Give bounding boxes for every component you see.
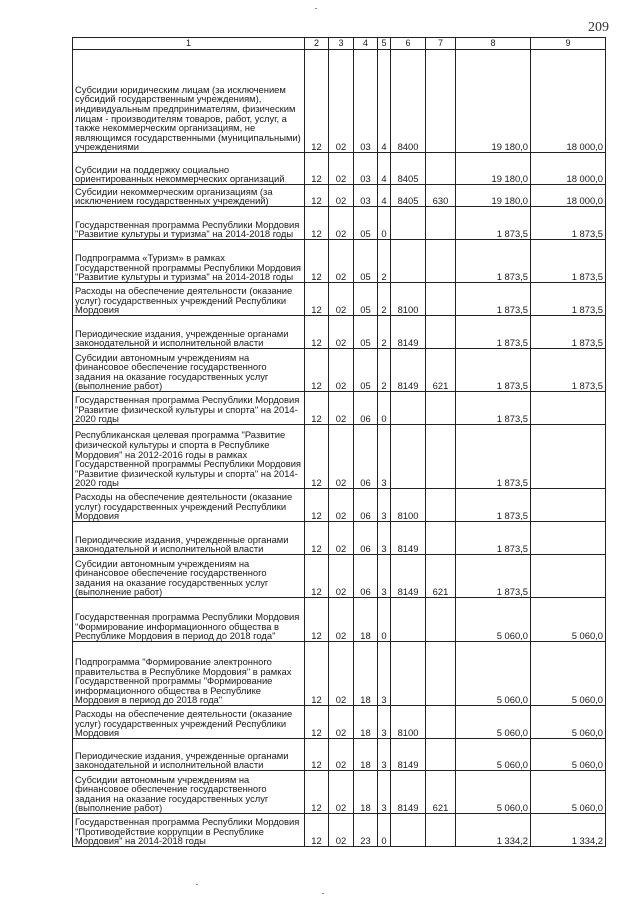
header-cell: 8 — [456, 38, 531, 50]
row-description: Периодические издания, учрежденные органами законодательной и исполнительной власти — [73, 739, 305, 771]
row-description: Расходы на обеспечение деятельности (оказание услуг) государственных учреждений Республики Мордовия — [73, 489, 305, 522]
row-code: 12 — [305, 706, 329, 739]
table-row — [73, 771, 606, 814]
row-description: Подпрограмма «Туризм» в рамках Государственной программы Республики Мордовия "Развитие культуры и туризма" на 2014-2018 годы — [73, 240, 305, 283]
row-amount-2: 1 873,5 — [531, 283, 606, 316]
row-article — [391, 642, 426, 706]
header-cell: 6 — [391, 38, 426, 50]
row-description: Субсидии юридическим лицам (за исключением субсидий государственным учреждениям), индивидуальным предпринимателям, физическим лицам - производителям товаров, работ, услуг, а также некоммерческим организациям, не являющимся государственными (муниципальными) учреждениями — [73, 50, 305, 153]
header-cell: 9 — [531, 38, 606, 50]
row-subprogram: 0 — [378, 392, 391, 425]
row-subprogram: 0 — [378, 598, 391, 642]
row-amount-2: 18 000,0 — [531, 153, 606, 185]
table-row — [73, 555, 606, 598]
row-description: Периодические издания, учрежденные органами законодательной и исполнительной власти — [73, 522, 305, 555]
row-amount-2: 18 000,0 — [531, 50, 606, 153]
row-amount-2: 1 873,5 — [531, 316, 606, 349]
row-article: 8405 — [391, 185, 426, 207]
row-expense-type — [426, 814, 456, 847]
row-program: 18 — [354, 771, 378, 814]
row-expense-type: 630 — [426, 185, 456, 207]
row-subsection: 02 — [329, 316, 354, 349]
row-expense-type — [426, 153, 456, 185]
row-amount-1: 1 873,5 — [456, 555, 531, 598]
row-code: 12 — [305, 392, 329, 425]
row-amount-1: 19 180,0 — [456, 153, 531, 185]
row-program: 18 — [354, 706, 378, 739]
row-program: 03 — [354, 185, 378, 207]
row-expense-type — [426, 522, 456, 555]
row-article: 8149 — [391, 522, 426, 555]
row-description: Республиканская целевая программа "Развитие физической культуры и спорта в Республике Мордовия" на 2012-2016 годы в рамках Государственной программы Республики Мордовия "Развитие физической культуры и спорта" на 2014-2020 годы — [73, 425, 305, 489]
row-subprogram: 4 — [378, 50, 391, 153]
row-subsection: 02 — [329, 283, 354, 316]
row-subprogram: 3 — [378, 555, 391, 598]
row-program: 05 — [354, 316, 378, 349]
row-subsection: 02 — [329, 522, 354, 555]
table-row — [73, 814, 606, 847]
header-cell: 2 — [305, 38, 329, 50]
row-subprogram: 3 — [378, 642, 391, 706]
table-row — [73, 598, 606, 642]
row-code: 12 — [305, 283, 329, 316]
row-subprogram: 2 — [378, 283, 391, 316]
row-subprogram: 0 — [378, 814, 391, 847]
row-program: 05 — [354, 283, 378, 316]
row-article — [391, 207, 426, 240]
row-article: 8149 — [391, 316, 426, 349]
row-program: 05 — [354, 349, 378, 392]
row-program: 06 — [354, 489, 378, 522]
row-program: 18 — [354, 598, 378, 642]
row-expense-type — [426, 598, 456, 642]
row-article — [391, 425, 426, 489]
row-amount-1: 1 873,5 — [456, 392, 531, 425]
row-expense-type — [426, 706, 456, 739]
row-article — [391, 392, 426, 425]
row-program: 06 — [354, 555, 378, 598]
row-code: 12 — [305, 349, 329, 392]
row-expense-type — [426, 240, 456, 283]
row-amount-2: 5 060,0 — [531, 739, 606, 771]
row-description: Подпрограмма "Формирование электронного правительства в Республике Мордовия" в рамках Государственной программы "Формирование информационного общества в Республике Мордовия в период до 2018 года" — [73, 642, 305, 706]
row-amount-1: 5 060,0 — [456, 706, 531, 739]
row-subsection: 02 — [329, 739, 354, 771]
row-subsection: 02 — [329, 642, 354, 706]
row-description: Субсидии некоммерческим организациям (за исключением государственных учреждений) — [73, 185, 305, 207]
row-amount-1: 5 060,0 — [456, 598, 531, 642]
row-expense-type — [426, 489, 456, 522]
row-article: 8100 — [391, 706, 426, 739]
row-description: Расходы на обеспечение деятельности (оказание услуг) государственных учреждений Республики Мордовия — [73, 706, 305, 739]
row-article — [391, 240, 426, 283]
row-amount-2: 5 060,0 — [531, 642, 606, 706]
scan-speck — [315, 8, 317, 9]
row-program: 18 — [354, 739, 378, 771]
row-program: 06 — [354, 522, 378, 555]
row-subprogram: 3 — [378, 739, 391, 771]
row-program: 06 — [354, 425, 378, 489]
row-description: Субсидии автономным учреждениям на финансовое обеспечение государственного задания на оказание государственных услуг (выполнение работ) — [73, 555, 305, 598]
table-row — [73, 50, 606, 153]
row-program: 23 — [354, 814, 378, 847]
row-amount-2 — [531, 522, 606, 555]
row-expense-type — [426, 425, 456, 489]
row-subsection: 02 — [329, 50, 354, 153]
row-subsection: 02 — [329, 706, 354, 739]
row-subprogram: 4 — [378, 185, 391, 207]
row-program: 05 — [354, 240, 378, 283]
row-amount-1: 19 180,0 — [456, 185, 531, 207]
row-amount-2: 5 060,0 — [531, 771, 606, 814]
row-subprogram: 2 — [378, 316, 391, 349]
row-amount-1: 5 060,0 — [456, 771, 531, 814]
table-row — [73, 706, 606, 739]
row-subprogram: 2 — [378, 240, 391, 283]
table-row — [73, 185, 606, 207]
row-amount-2: 18 000,0 — [531, 185, 606, 207]
row-code: 12 — [305, 185, 329, 207]
row-amount-2 — [531, 555, 606, 598]
row-expense-type: 621 — [426, 771, 456, 814]
row-amount-2: 1 873,5 — [531, 349, 606, 392]
row-subsection: 02 — [329, 153, 354, 185]
row-code: 12 — [305, 316, 329, 349]
row-expense-type — [426, 392, 456, 425]
row-description: Государственная программа Республики Мордовия "Развитие культуры и туризма" на 2014-2018 годы — [73, 207, 305, 240]
row-code: 12 — [305, 50, 329, 153]
row-code: 12 — [305, 489, 329, 522]
scan-speck — [322, 893, 324, 894]
header-cell: 3 — [329, 38, 354, 50]
row-amount-2 — [531, 392, 606, 425]
row-article: 8400 — [391, 50, 426, 153]
row-amount-1: 1 873,5 — [456, 316, 531, 349]
row-subsection: 02 — [329, 240, 354, 283]
row-amount-2: 5 060,0 — [531, 598, 606, 642]
row-description: Субсидии автономным учреждениям на финансовое обеспечение государственного задания на оказание государственных услуг (выполнение работ) — [73, 771, 305, 814]
row-expense-type: 621 — [426, 555, 456, 598]
row-code: 12 — [305, 814, 329, 847]
row-expense-type — [426, 316, 456, 349]
row-description: Субсидии автономным учреждениям на финансовое обеспечение государственного задания на оказание государственных услуг (выполнение работ) — [73, 349, 305, 392]
row-expense-type — [426, 642, 456, 706]
table-row — [73, 522, 606, 555]
row-subsection: 02 — [329, 185, 354, 207]
row-subprogram: 4 — [378, 153, 391, 185]
row-subsection: 02 — [329, 771, 354, 814]
table-row — [73, 392, 606, 425]
row-expense-type — [426, 283, 456, 316]
row-amount-2: 1 334,2 — [531, 814, 606, 847]
row-amount-1: 19 180,0 — [456, 50, 531, 153]
table-row — [73, 207, 606, 240]
row-article: 8405 — [391, 153, 426, 185]
row-program: 06 — [354, 392, 378, 425]
row-amount-1: 1 873,5 — [456, 489, 531, 522]
table-row — [73, 739, 606, 771]
row-expense-type — [426, 50, 456, 153]
table-row — [73, 240, 606, 283]
table-row — [73, 425, 606, 489]
row-subsection: 02 — [329, 814, 354, 847]
row-article — [391, 814, 426, 847]
row-code: 12 — [305, 153, 329, 185]
row-amount-1: 5 060,0 — [456, 642, 531, 706]
row-code: 12 — [305, 642, 329, 706]
row-article: 8149 — [391, 771, 426, 814]
row-description: Государственная программа Республики Мордовия "Противодействие коррупции в Республике Мордовия" на 2014-2018 годы — [73, 814, 305, 847]
budget-table — [72, 37, 606, 847]
row-amount-2 — [531, 489, 606, 522]
row-amount-2: 1 873,5 — [531, 207, 606, 240]
scan-speck — [196, 884, 198, 885]
row-amount-1: 1 873,5 — [456, 240, 531, 283]
row-description: Расходы на обеспечение деятельности (оказание услуг) государственных учреждений Республики Мордовия — [73, 283, 305, 316]
row-code: 12 — [305, 425, 329, 489]
row-article: 8149 — [391, 555, 426, 598]
row-code: 12 — [305, 771, 329, 814]
row-subprogram: 2 — [378, 349, 391, 392]
row-subsection: 02 — [329, 555, 354, 598]
row-article — [391, 598, 426, 642]
table-row — [73, 489, 606, 522]
row-article: 8100 — [391, 489, 426, 522]
header-cell: 4 — [354, 38, 378, 50]
row-code: 12 — [305, 207, 329, 240]
table-row — [73, 283, 606, 316]
row-subprogram: 3 — [378, 706, 391, 739]
row-amount-1: 1 873,5 — [456, 349, 531, 392]
row-subprogram: 3 — [378, 771, 391, 814]
row-article: 8100 — [391, 283, 426, 316]
row-amount-2: 5 060,0 — [531, 706, 606, 739]
row-subsection: 02 — [329, 392, 354, 425]
row-article: 8149 — [391, 739, 426, 771]
row-amount-2: 1 873,5 — [531, 240, 606, 283]
row-description: Субсидии на поддержку социально ориентированных некоммерческих организаций — [73, 153, 305, 185]
row-code: 12 — [305, 240, 329, 283]
row-article: 8149 — [391, 349, 426, 392]
row-subprogram: 3 — [378, 425, 391, 489]
table-row — [73, 349, 606, 392]
header-cell: 7 — [426, 38, 456, 50]
header-cell: 1 — [73, 38, 305, 50]
table-row — [73, 153, 606, 185]
row-description: Периодические издания, учрежденные органами законодательной и исполнительной власти — [73, 316, 305, 349]
row-amount-1: 1 873,5 — [456, 522, 531, 555]
row-code: 12 — [305, 739, 329, 771]
row-code: 12 — [305, 555, 329, 598]
row-subsection: 02 — [329, 425, 354, 489]
row-program: 03 — [354, 153, 378, 185]
header-cell: 5 — [378, 38, 391, 50]
row-subsection: 02 — [329, 489, 354, 522]
table-row — [73, 316, 606, 349]
row-description: Государственная программа Республики Мордовия "Развитие физической культуры и спорта" на 2014-2020 годы — [73, 392, 305, 425]
row-amount-1: 5 060,0 — [456, 739, 531, 771]
row-program: 03 — [354, 50, 378, 153]
row-subsection: 02 — [329, 349, 354, 392]
page-number: 209 — [588, 20, 609, 35]
row-expense-type — [426, 207, 456, 240]
row-subsection: 02 — [329, 598, 354, 642]
row-code: 12 — [305, 598, 329, 642]
row-amount-1: 1 873,5 — [456, 207, 531, 240]
row-amount-2 — [531, 425, 606, 489]
row-program: 05 — [354, 207, 378, 240]
row-amount-1: 1 873,5 — [456, 283, 531, 316]
row-subprogram: 3 — [378, 489, 391, 522]
row-expense-type — [426, 739, 456, 771]
row-code: 12 — [305, 522, 329, 555]
row-amount-1: 1 873,5 — [456, 425, 531, 489]
row-amount-1: 1 334,2 — [456, 814, 531, 847]
row-expense-type: 621 — [426, 349, 456, 392]
row-subsection: 02 — [329, 207, 354, 240]
table-row — [73, 642, 606, 706]
row-subprogram: 3 — [378, 522, 391, 555]
row-program: 18 — [354, 642, 378, 706]
header-row — [73, 38, 606, 50]
row-subprogram: 0 — [378, 207, 391, 240]
row-description: Государственная программа Республики Мордовия "Формирование информационного общества в Республике Мордовия в период до 2018 года" — [73, 598, 305, 642]
